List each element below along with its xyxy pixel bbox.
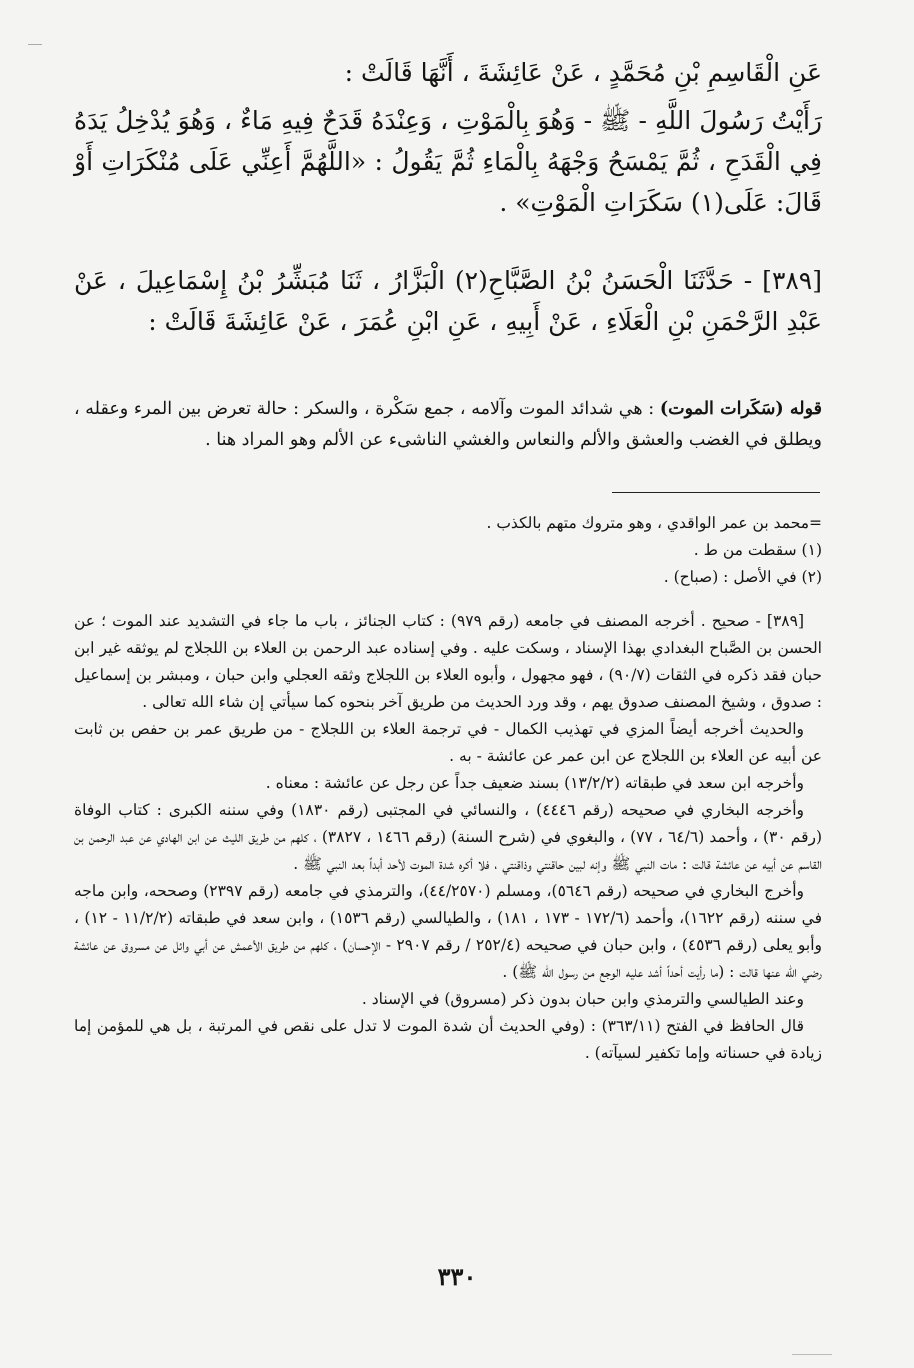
takhrij-paragraph: والحديث أخرجه أيضاً المزي في تهذيب الكمال - في ترجمة العلاء بن اللجلاج - من طريق عمر بن حفص بن ثابت عن أبيه عن العلاء بن اللجلاج عن ابن عمر عن عائشة - به . (74, 720, 822, 765)
takhrij-paragraph: قال الحافظ في الفتح (٣٦٣/١١) : (وفي الحديث أن شدة الموت لا تدل على نقص في المرتبة ، بل هي للمؤمن إما زيادة في حسناته وإما تكفير لسيآته) . (74, 1017, 822, 1062)
hadith-389: [٣٨٩] - حَدَّثَنَا الْحَسَنُ بْنُ الصَّبَّاحِ(٢) الْبَزَّارُ ، ثَنَا مُبَشِّرُ بْنُ إِسْمَاعِيلَ ، عَنْ عَبْدِ الرَّحْمَنِ بْنِ الْعَلَاءِ ، عَنْ أَبِيهِ ، عَنِ ابْنِ عُمَرَ ، عَنْ عَائِشَةَ قَالَتْ : (74, 266, 822, 336)
takhrij-section (74, 608, 822, 1067)
takhrij-paragraph: [٣٨٩] - صحيح . أخرجه المصنف في جامعه (رقم ٩٧٩) : كتاب الجنائز ، باب ما جاء في التشديد عند الموت ؛ عن الحسن بن الصَّباح البغدادي بهذا الإسناد ، وسكت عليه . وفي إسناده عبد الرحمن بن العلاء بن اللجلاج لم يوثقه غير ابن حبان فقد ذكره في الثقات (٩٠/٧) ، فهو مجهول ، وأبوه العلاء بن اللجلاج وثقه العجلي وابن حبان ، ومبشر بن إسماعيل : صدوق ، وشيخ المصنف صدوق يهم ، وقد ورد الحديث من طريق آخر بنحوه كما سيأتي إن شاء الله تعالى . (74, 612, 822, 711)
hadith-matn: رَأَيْتُ رَسُولَ اللَّهِ - ﷺ - وَهُوَ بِالْمَوْتِ ، وَعِنْدَهُ قَدَحٌ فِيهِ مَاءٌ ، وَهُوَ يُدْخِلُ يَدَهُ فِي الْقَدَحِ ، ثُمَّ يَمْسَحُ وَجْهَهُ بِالْمَاءِ ثُمَّ يَقُولُ : «اللَّهُمَّ أَعِنِّي عَلَى مُنْكَرَاتِ أَوْ قَالَ: عَلَى(١) سَكَرَاتِ الْمَوْتِ» . (74, 106, 822, 217)
page-number: ٣٣٠ (437, 1262, 477, 1291)
footnote-divider (612, 492, 820, 493)
takhrij-paragraph: وأخرجه البخاري في صحيحه (رقم ٤٤٤٦) ، والنسائي في المجتبى (رقم ١٨٣٠) وفي سننه الكبرى : كتاب الوفاة (رقم ٣٠) ، وأحمد (٦٤/٦ ، ٧٧) ، والبغوي في (شرح السنة) (رقم ١٤٦٦ ، ٣٨٢٧) ، كلهم من طريق الليث عن ابن الهادي عن عبد الرحمن بن القاسم عن أبيه عن عائشة قالت : مات النبي ﷺ وإنه لبين حاقنتي وذاقنتي ، فلا أكره شدة الموت لأحد أبداً بعد النبي ﷺ . (74, 801, 823, 873)
takhrij-paragraph: وأخرج البخاري في صحيحه (رقم ٥٦٤٦)، ومسلم (٤٤/٢٥٧٠)، والترمذي في جامعه (رقم ٢٣٩٧) وصححه، وابن ماجه في سننه (رقم ١٦٢٢)، وأحمد (١٧٢/٦ - ١٧٣ ، ١٨١) ، والطيالسي (رقم ١٥٣٦) ، وابن سعد في طبقاته (١١/٢/٢ - ١٢) ، وأبو يعلى (رقم ٤٥٣٦) ، وابن حبان في صحيحه (٢٥٢/٤ / رقم ٢٩٠٧ - الإحسان) ، كلهم من طريق الأعمش عن أبي وائل عن مسروق عن عائشة رضي الله عنها قالت : (ما رأيت أحداً أشد عليه الوجع من رسول الله ﷺ) . (74, 882, 823, 981)
footnote-continued: =محمد بن عمر الواقدي ، وهو متروك متهم بالكذب . (486, 514, 822, 532)
takhrij-paragraph: وأخرجه ابن سعد في طبقاته (١٣/٢/٢) بسند ضعيف جداً عن رجل عن عائشة : معناه . (265, 774, 804, 792)
commentary-body: : هي شدائد الموت وآلامه ، جمع سَكْرة ، والسكر : حالة تعرض بين المرء وعقله ، ويطلق في الغضب والعشق والألم والنعاس والغشي الناشىء عن الألم وهو المراد هنا . (74, 399, 822, 450)
takhrij-paragraph: وعند الطيالسي والترمذي وابن حبان بدون ذكر (مسروق) في الإسناد . (361, 990, 804, 1008)
hadith-opening-line: عَنِ الْقَاسِمِ بْنِ مُحَمَّدٍ ، عَنْ عَائِشَةَ ، أَنَّهَا قَالَتْ : (344, 58, 822, 87)
commentary-lead: قوله (سَكَرات الموت) (659, 399, 822, 419)
footnote-1: (١) سقطت من ط . (693, 541, 822, 559)
footnote-2: (٢) في الأصل : (صباح) . (663, 568, 822, 586)
scan-mark (792, 1354, 832, 1355)
footnotes (74, 510, 822, 591)
commentary (74, 394, 822, 456)
scan-mark (28, 44, 42, 45)
